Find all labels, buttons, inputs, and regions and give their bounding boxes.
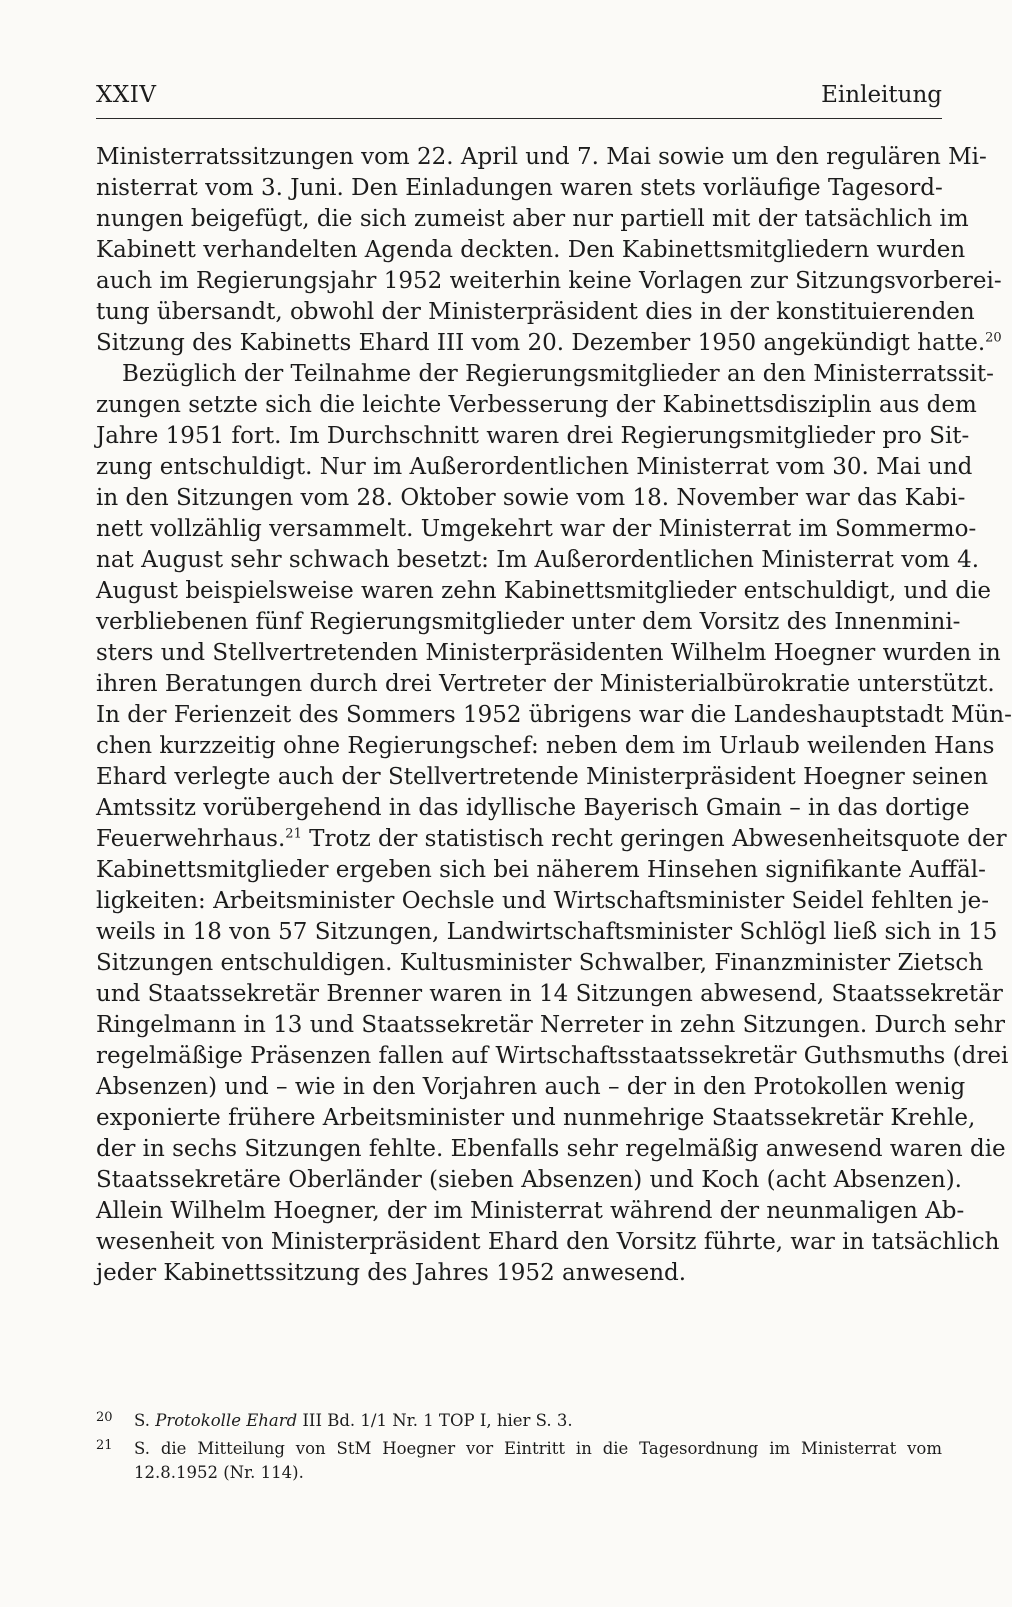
footnote-text: 12.8.1952 (Nr. 114). [134,1463,304,1482]
footnote-text: S. die Mitteilung von StM Hoegner vor Eintritt in die Tagesordnung im Ministerrat vom [134,1439,942,1458]
page-number: XXIV [96,82,157,108]
text-segment: Feuerwehrhaus. [96,826,286,852]
footnote-source-title: Protokolle Ehard [155,1411,298,1430]
text-line: chen kurzzeitig ohne Regierungschef: neben dem im Urlaub weilenden Hans [96,733,995,759]
text-line: wesenheit von Ministerpräsident Ehard den Vorsitz führte, war in tatsächlich [96,1229,1000,1255]
footnote-number: 20 [96,1410,113,1425]
text-line: Kabinettsmitglieder ergeben sich bei näherem Hinsehen signifikante Auffäl- [96,857,986,883]
footnotes [96,1409,942,1485]
footnote-ref-20[interactable]: 20 [985,330,1002,346]
text-line: Bezüglich der Teilnahme der Regierungsmitglieder an den Ministerratssit- [122,361,994,387]
text-line: nett vollzählig versammelt. Umgekehrt war der Ministerrat im Sommermo- [96,516,977,542]
footnote-20 [96,1409,942,1433]
text-line: nat August sehr schwach besetzt: Im Außerordentlichen Ministerrat vom 4. [96,547,980,573]
footnote-prefix: S. [134,1411,156,1430]
text-line: Ministerratssitzungen vom 22. April und 7. Mai sowie um den regulären Mi- [96,144,987,170]
text-line: Sitzungen entschuldigen. Kultusminister Schwalber, Finanzminister Zietsch [96,950,984,976]
text-line: der in sechs Sitzungen fehlte. Ebenfalls sehr regelmäßig anwesend waren die [96,1136,1006,1162]
text-line: In der Ferienzeit des Sommers 1952 übrigens war die Landeshauptstadt Mün- [96,702,1012,728]
text-segment: Sitzung des Kabinetts Ehard III vom 20. Dezember 1950 angekündigt hatte. [96,330,986,356]
text-line: weils in 18 von 57 Sitzungen, Landwirtschaftsminister Schlögl ließ sich in 15 [96,919,998,945]
text-line: jeder Kabinettssitzung des Jahres 1952 anwesend. [96,1260,687,1286]
text-line: exponierte frühere Arbeitsminister und nunmehrige Staatssekretär Krehle, [96,1105,976,1131]
text-segment: Trotz der statistisch recht geringen Abwesenheitsquote der [309,826,1007,852]
text-line: August beispielsweise waren zehn Kabinettsmitglieder entschuldigt, und die [96,578,991,604]
text-line: tung übersandt, obwohl der Ministerpräsident dies in der konstituierenden [96,299,975,325]
text-line: Amtssitz vorübergehend in das idyllische Bayerisch Gmain – in das dortige [96,795,970,821]
text-line [96,824,1007,855]
text-line: Ehard verlegte auch der Stellvertretende Ministerpräsident Hoegner seinen [96,764,989,790]
text-line: ligkeiten: Arbeitsminister Oechsle und Wirtschaftsminister Seidel fehlten je- [96,888,990,914]
text-line: ihren Beratungen durch drei Vertreter der Ministerialbürokratie unterstützt. [96,671,995,697]
text-line: sters und Stellvertretenden Ministerpräsidenten Wilhelm Hoegner wurden in [96,640,1001,666]
footnote-suffix: III Bd. 1/1 Nr. 1 TOP I, hier S. 3. [297,1411,573,1430]
text-line: nisterrat vom 3. Juni. Den Einladungen waren stets vorläufige Tagesord- [96,175,943,201]
text-line: Kabinett verhandelten Agenda deckten. Den Kabinettsmitgliedern wurden [96,237,966,263]
footnote-number: 21 [96,1438,113,1453]
footnote-21 [96,1437,942,1485]
text-line: und Staatssekretär Brenner waren in 14 Sitzungen abwesend, Staatssekretär [96,981,1003,1007]
text-line: nungen beigefügt, die sich zumeist aber nur partiell mit der tatsächlich im [96,206,969,232]
body-text [96,142,1012,1289]
text-line: Staatssekretäre Oberländer (sieben Absenzen) und Koch (acht Absenzen). [96,1167,962,1193]
text-line: auch im Regierungsjahr 1952 weiterhin keine Vorlagen zur Sitzungsvorberei- [96,268,1002,294]
text-line: zungen setzte sich die leichte Verbesserung der Kabinettsdisziplin aus dem [96,392,977,418]
running-head: Einleitung [821,82,942,108]
text-line: Absenzen) und – wie in den Vorjahren auch – der in den Protokollen wenig [96,1074,966,1100]
page-header [96,78,942,119]
text-line: Ringelmann in 13 und Staatssekretär Nerreter in zehn Sitzungen. Durch sehr [96,1012,1006,1038]
footnote-ref-21[interactable]: 21 [285,826,302,842]
text-line: Allein Wilhelm Hoegner, der im Ministerrat während der neunmaligen Ab- [96,1198,965,1224]
text-line: regelmäßige Präsenzen fallen auf Wirtschaftsstaatssekretär Guthsmuths (drei [96,1043,1009,1069]
text-line [96,328,1002,359]
text-line: Jahre 1951 fort. Im Durchschnitt waren drei Regierungsmitglieder pro Sit- [96,423,970,449]
text-line: verbliebenen fünf Regierungsmitglieder unter dem Vorsitz des Innenmini- [96,609,961,635]
text-line: zung entschuldigt. Nur im Außerordentlichen Ministerrat vom 30. Mai und [96,454,973,480]
footnote-text [134,1409,942,1433]
text-line: in den Sitzungen vom 28. Oktober sowie vom 18. November war das Kabi- [96,485,966,511]
